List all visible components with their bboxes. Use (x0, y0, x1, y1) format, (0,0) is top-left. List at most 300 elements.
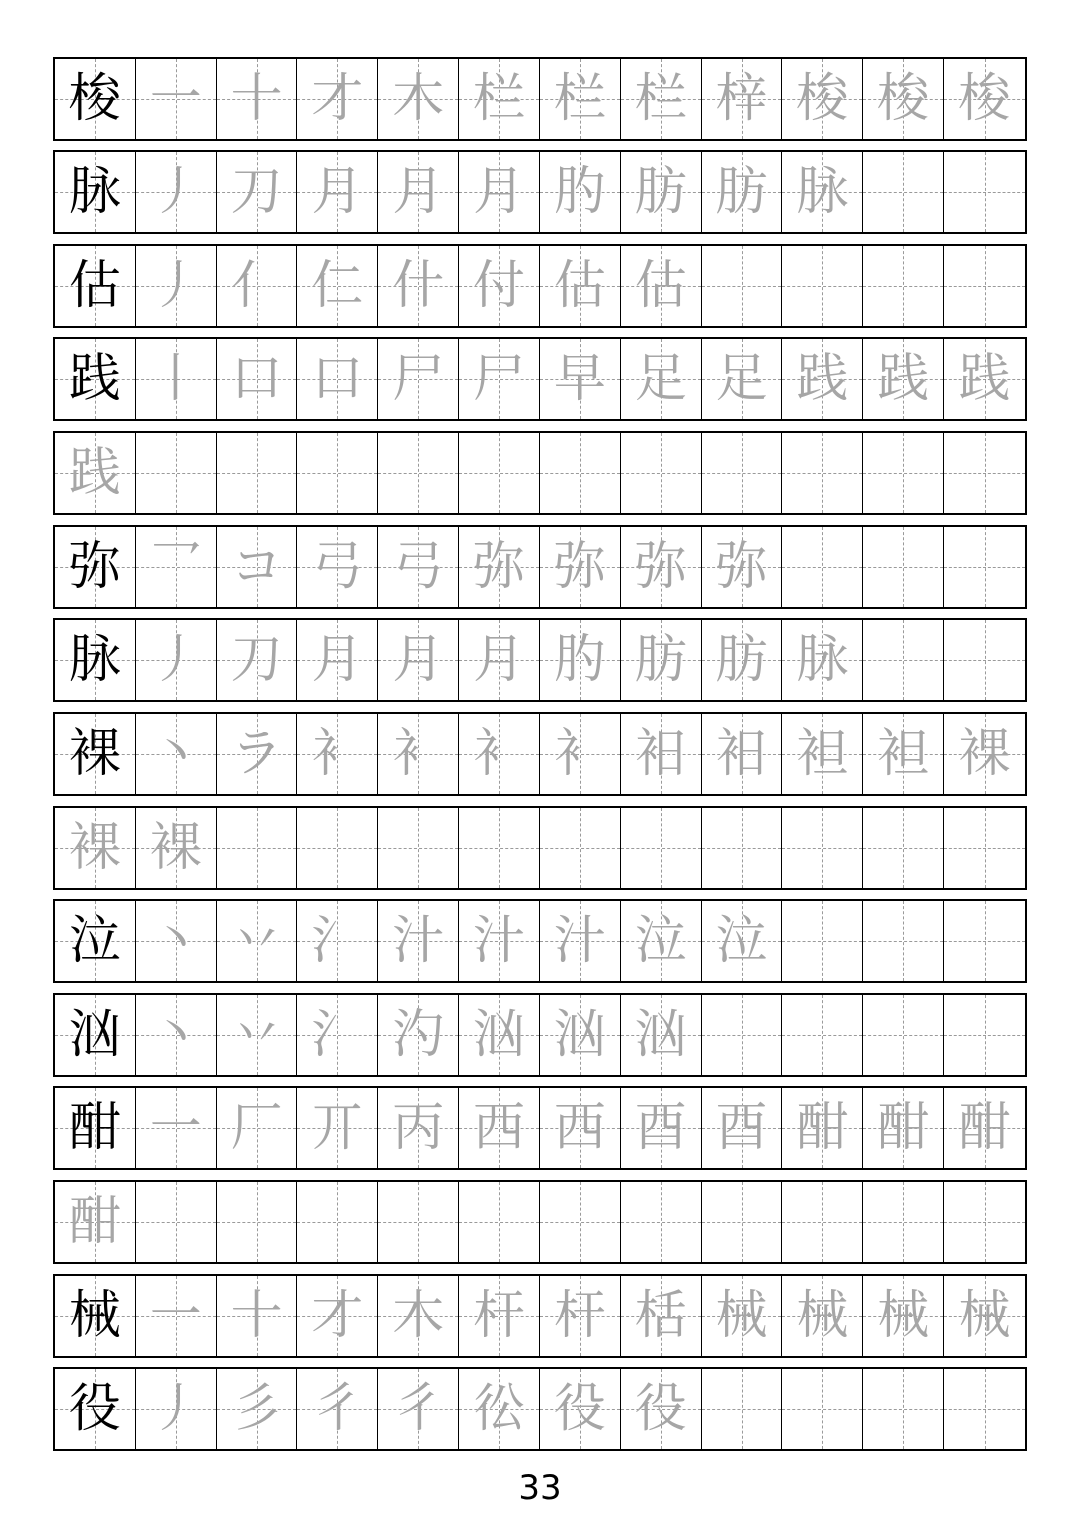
stroke-step-character: 践 (958, 349, 1011, 409)
stroke-step-character: 仁 (311, 256, 364, 316)
stroke-step-character (702, 808, 782, 888)
stroke-step-character (540, 808, 620, 888)
model-character: 汹 (68, 1005, 121, 1065)
stroke-order-cell (782, 59, 863, 139)
stroke-step-character: 酣 (877, 1098, 930, 1158)
stroke-order-cell (702, 1276, 783, 1356)
stroke-order-cell (136, 620, 217, 700)
stroke-step-character (621, 808, 701, 888)
stroke-step-character (621, 433, 701, 513)
stroke-order-cell (297, 620, 378, 700)
stroke-step-character: 衤 (553, 724, 606, 784)
stroke-step-character (378, 1182, 458, 1262)
stroke-step-character: 彸 (473, 1379, 526, 1439)
stroke-order-cell (702, 620, 783, 700)
stroke-order-cell (863, 1276, 944, 1356)
stroke-order-cell (540, 527, 621, 607)
stroke-step-character: 什 (392, 256, 445, 316)
model-character-cell (55, 1369, 136, 1449)
stroke-order-cell (378, 1088, 459, 1168)
stroke-step-character: 肪 (634, 162, 687, 222)
model-character-cell (55, 1276, 136, 1356)
stroke-step-character: 肪 (634, 630, 687, 690)
stroke-order-cell (297, 808, 378, 888)
stroke-order-cell (297, 714, 378, 794)
stroke-order-cell (378, 620, 459, 700)
stroke-order-cell (217, 339, 298, 419)
stroke-order-cell (782, 1369, 863, 1449)
model-character-cell (55, 714, 136, 794)
stroke-step-character (217, 1182, 297, 1262)
model-character: 裸 (68, 818, 121, 878)
stroke-step-character: 汹 (634, 1005, 687, 1065)
stroke-step-character: 酣 (958, 1098, 1011, 1158)
stroke-step-character: 西 (553, 1098, 606, 1158)
stroke-order-cell (540, 620, 621, 700)
model-character-cell (55, 995, 136, 1075)
stroke-order-cell (459, 1182, 540, 1262)
stroke-order-cell (459, 527, 540, 607)
stroke-step-character (782, 246, 862, 326)
stroke-step-character (378, 808, 458, 888)
stroke-step-character: 梭 (877, 69, 930, 129)
stroke-step-character: 肪 (715, 630, 768, 690)
stroke-step-character: 刀 (230, 162, 283, 222)
stroke-step-character: 尸 (473, 349, 526, 409)
stroke-step-character (540, 1182, 620, 1262)
stroke-step-character: 乛 (149, 537, 202, 597)
stroke-step-character (944, 246, 1025, 326)
stroke-step-character (297, 808, 377, 888)
practice-row (53, 806, 1027, 890)
stroke-order-cell (702, 59, 783, 139)
stroke-step-character: 氵 (311, 911, 364, 971)
stroke-order-cell (621, 433, 702, 513)
stroke-order-cell (459, 620, 540, 700)
stroke-step-character: 丷 (230, 1005, 283, 1065)
stroke-step-character (621, 1182, 701, 1262)
stroke-step-character: 酣 (796, 1098, 849, 1158)
stroke-step-character (702, 995, 782, 1075)
stroke-order-cell (540, 808, 621, 888)
stroke-order-cell (782, 246, 863, 326)
stroke-step-character: 汹 (553, 1005, 606, 1065)
model-character-cell (55, 1182, 136, 1262)
stroke-step-character: 一 (149, 1098, 202, 1158)
model-character-cell (55, 59, 136, 139)
stroke-order-cell (378, 901, 459, 981)
stroke-order-cell (621, 808, 702, 888)
stroke-order-cell (459, 339, 540, 419)
stroke-step-character (702, 1182, 782, 1262)
stroke-step-character: 丶 (149, 1005, 202, 1065)
stroke-step-character: 役 (634, 1379, 687, 1439)
stroke-order-cell (297, 1369, 378, 1449)
stroke-order-cell (459, 246, 540, 326)
stroke-step-character: 一 (149, 1286, 202, 1346)
stroke-order-cell (136, 433, 217, 513)
stroke-step-character (944, 995, 1025, 1075)
stroke-order-cell (217, 1276, 298, 1356)
stroke-step-character: 肑 (553, 630, 606, 690)
stroke-step-character: 酉 (634, 1098, 687, 1158)
stroke-order-cell (621, 527, 702, 607)
stroke-step-character (782, 1369, 862, 1449)
stroke-order-cell (782, 1088, 863, 1168)
practice-row (53, 337, 1027, 421)
stroke-order-cell (217, 995, 298, 1075)
model-character: 梭 (68, 69, 121, 129)
stroke-step-character (863, 246, 943, 326)
stroke-step-character (863, 1182, 943, 1262)
stroke-order-cell (217, 901, 298, 981)
stroke-step-character (136, 1182, 216, 1262)
stroke-step-character (297, 433, 377, 513)
stroke-order-cell (378, 1276, 459, 1356)
model-character-cell (55, 433, 136, 513)
stroke-order-cell (136, 995, 217, 1075)
stroke-order-cell (540, 152, 621, 232)
stroke-step-character: 一 (149, 69, 202, 129)
stroke-order-cell (702, 808, 783, 888)
model-character-cell (55, 901, 136, 981)
stroke-order-cell (136, 714, 217, 794)
stroke-step-character: 十 (230, 69, 283, 129)
stroke-step-character: 梓 (715, 69, 768, 129)
stroke-step-character: 衤 (311, 724, 364, 784)
stroke-order-cell (378, 1369, 459, 1449)
stroke-step-character: 十 (230, 1286, 283, 1346)
stroke-order-cell (782, 433, 863, 513)
stroke-step-character: ラ (230, 724, 283, 784)
stroke-order-cell (863, 59, 944, 139)
stroke-step-character (782, 1182, 862, 1262)
stroke-order-cell (540, 901, 621, 981)
stroke-step-character: 杆 (553, 1286, 606, 1346)
stroke-order-cell (540, 1369, 621, 1449)
stroke-step-character: 才 (311, 69, 364, 129)
stroke-step-character: 践 (877, 349, 930, 409)
stroke-order-cell (136, 901, 217, 981)
model-character: 脉 (68, 162, 121, 222)
stroke-order-cell (136, 246, 217, 326)
stroke-order-cell (540, 433, 621, 513)
stroke-order-cell (944, 1182, 1025, 1262)
practice-row (53, 57, 1027, 141)
stroke-step-character: 丌 (311, 1098, 364, 1158)
stroke-order-cell (297, 246, 378, 326)
stroke-step-character (944, 620, 1025, 700)
stroke-step-character (944, 1182, 1025, 1262)
stroke-step-character: 丙 (392, 1098, 445, 1158)
stroke-order-cell (621, 620, 702, 700)
stroke-order-cell (944, 59, 1025, 139)
model-character-cell (55, 152, 136, 232)
stroke-step-character: 梭 (958, 69, 1011, 129)
stroke-order-cell (782, 995, 863, 1075)
stroke-step-character: 足 (715, 349, 768, 409)
stroke-order-cell (459, 1276, 540, 1356)
practice-row (53, 1086, 1027, 1170)
stroke-order-cell (217, 620, 298, 700)
stroke-order-cell (136, 1182, 217, 1262)
stroke-order-cell (944, 433, 1025, 513)
stroke-order-cell (621, 339, 702, 419)
stroke-step-character (944, 808, 1025, 888)
stroke-step-character: 栏 (634, 69, 687, 129)
practice-row (53, 618, 1027, 702)
stroke-order-cell (944, 1088, 1025, 1168)
practice-row (53, 712, 1027, 796)
model-character: 弥 (68, 537, 121, 597)
stroke-order-cell (217, 246, 298, 326)
stroke-order-cell (621, 246, 702, 326)
model-character-cell (55, 339, 136, 419)
stroke-order-cell (459, 901, 540, 981)
stroke-step-character: 泣 (715, 911, 768, 971)
stroke-order-cell (621, 1088, 702, 1168)
stroke-order-cell (136, 1369, 217, 1449)
practice-row (53, 993, 1027, 1077)
stroke-order-cell (702, 433, 783, 513)
stroke-step-character: 口 (311, 349, 364, 409)
stroke-order-cell (702, 1088, 783, 1168)
stroke-step-character: 亻 (230, 256, 283, 316)
stroke-step-character: 弥 (634, 537, 687, 597)
practice-row (53, 150, 1027, 234)
stroke-order-cell (621, 1369, 702, 1449)
stroke-step-character: 月 (392, 162, 445, 222)
stroke-step-character: 械 (796, 1286, 849, 1346)
stroke-step-character: 裸 (149, 818, 202, 878)
stroke-order-cell (378, 527, 459, 607)
stroke-step-character (863, 1369, 943, 1449)
stroke-order-cell (782, 1276, 863, 1356)
stroke-step-character: 月 (473, 162, 526, 222)
stroke-step-character: 口 (230, 349, 283, 409)
stroke-step-character (540, 433, 620, 513)
stroke-order-cell (782, 527, 863, 607)
stroke-order-cell (863, 808, 944, 888)
stroke-order-cell (378, 995, 459, 1075)
stroke-order-cell (540, 714, 621, 794)
stroke-step-character (702, 1369, 782, 1449)
stroke-step-character: 才 (311, 1286, 364, 1346)
model-character: 脉 (68, 630, 121, 690)
stroke-order-cell (136, 808, 217, 888)
practice-row (53, 899, 1027, 983)
stroke-step-character: 丿 (149, 630, 202, 690)
stroke-order-cell (297, 152, 378, 232)
stroke-step-character: 汁 (553, 911, 606, 971)
stroke-order-cell (217, 808, 298, 888)
stroke-step-character (944, 433, 1025, 513)
stroke-step-character: 彳 (392, 1379, 445, 1439)
stroke-step-character (782, 901, 862, 981)
stroke-step-character (782, 808, 862, 888)
stroke-step-character: 彡 (230, 1379, 283, 1439)
stroke-order-cell (702, 995, 783, 1075)
stroke-step-character: 械 (715, 1286, 768, 1346)
stroke-order-cell (297, 59, 378, 139)
model-character: 估 (68, 256, 121, 316)
stroke-order-cell (217, 152, 298, 232)
stroke-order-cell (863, 246, 944, 326)
stroke-order-cell (944, 527, 1025, 607)
stroke-step-character (863, 152, 943, 232)
stroke-step-character: 弥 (553, 537, 606, 597)
practice-row (53, 431, 1027, 515)
stroke-order-cell (136, 339, 217, 419)
stroke-step-character: 丿 (149, 1379, 202, 1439)
stroke-step-character: 械 (877, 1286, 930, 1346)
stroke-order-cell (702, 1369, 783, 1449)
stroke-step-character (459, 1182, 539, 1262)
stroke-step-character: 彳 (311, 1379, 364, 1439)
practice-row (53, 1180, 1027, 1264)
stroke-step-character (702, 433, 782, 513)
stroke-step-character: 木 (392, 69, 445, 129)
stroke-step-character: 杆 (473, 1286, 526, 1346)
stroke-order-cell (863, 152, 944, 232)
model-character: 践 (68, 443, 121, 503)
stroke-order-cell (540, 246, 621, 326)
model-character: 酣 (68, 1098, 121, 1158)
stroke-step-character: 汹 (473, 1005, 526, 1065)
stroke-step-character: 肪 (715, 162, 768, 222)
stroke-order-cell (944, 995, 1025, 1075)
stroke-order-cell (782, 808, 863, 888)
stroke-order-cell (136, 59, 217, 139)
stroke-step-character: 月 (311, 162, 364, 222)
stroke-order-cell (782, 901, 863, 981)
stroke-order-cell (378, 714, 459, 794)
stroke-order-cell (621, 714, 702, 794)
practice-row (53, 1367, 1027, 1451)
stroke-step-character (217, 433, 297, 513)
stroke-order-cell (540, 339, 621, 419)
stroke-step-character (944, 901, 1025, 981)
stroke-step-character: 估 (634, 256, 687, 316)
stroke-step-character (944, 527, 1025, 607)
stroke-order-cell (863, 714, 944, 794)
stroke-step-character: 足 (634, 349, 687, 409)
model-character-cell (55, 527, 136, 607)
model-character-cell (55, 1088, 136, 1168)
stroke-order-cell (297, 1182, 378, 1262)
stroke-order-cell (136, 527, 217, 607)
stroke-step-character: 栏 (473, 69, 526, 129)
stroke-step-character (782, 995, 862, 1075)
stroke-step-character: 脉 (796, 630, 849, 690)
stroke-step-character: 月 (392, 630, 445, 690)
stroke-order-cell (217, 1182, 298, 1262)
stroke-order-cell (136, 152, 217, 232)
practice-row (53, 244, 1027, 328)
stroke-order-cell (217, 1088, 298, 1168)
model-character: 役 (68, 1379, 121, 1439)
stroke-order-cell (459, 995, 540, 1075)
stroke-order-cell (702, 901, 783, 981)
stroke-order-cell (459, 714, 540, 794)
stroke-order-cell (863, 339, 944, 419)
practice-row (53, 525, 1027, 609)
stroke-step-character: 泣 (634, 911, 687, 971)
stroke-order-cell (540, 995, 621, 1075)
model-character-cell (55, 808, 136, 888)
stroke-step-character: 弓 (311, 537, 364, 597)
stroke-order-cell (378, 339, 459, 419)
model-character: 酣 (68, 1192, 121, 1252)
stroke-step-character: 刀 (230, 630, 283, 690)
stroke-order-cell (136, 1088, 217, 1168)
stroke-step-character: 丶 (149, 724, 202, 784)
stroke-step-character (782, 527, 862, 607)
stroke-step-character: 弥 (473, 537, 526, 597)
stroke-step-character: 肑 (553, 162, 606, 222)
stroke-order-cell (136, 1276, 217, 1356)
stroke-order-cell (297, 901, 378, 981)
stroke-order-cell (540, 59, 621, 139)
stroke-order-cell (782, 152, 863, 232)
stroke-order-cell (782, 620, 863, 700)
stroke-step-character: 付 (473, 256, 526, 316)
stroke-order-cell (944, 901, 1025, 981)
stroke-order-cell (863, 1182, 944, 1262)
stroke-step-character: 栝 (634, 1286, 687, 1346)
stroke-order-cell (297, 995, 378, 1075)
model-character-cell (55, 620, 136, 700)
stroke-order-cell (297, 339, 378, 419)
stroke-order-cell (944, 714, 1025, 794)
stroke-order-cell (621, 152, 702, 232)
stroke-order-cell (217, 59, 298, 139)
stroke-step-character: 尸 (392, 349, 445, 409)
stroke-order-cell (297, 433, 378, 513)
stroke-order-cell (621, 59, 702, 139)
stroke-step-character: 氵 (311, 1005, 364, 1065)
stroke-step-character (136, 433, 216, 513)
stroke-order-cell (944, 339, 1025, 419)
stroke-order-cell (378, 152, 459, 232)
stroke-step-character (378, 433, 458, 513)
stroke-step-character: 酉 (715, 1098, 768, 1158)
stroke-step-character (782, 433, 862, 513)
page-number: 33 (518, 1468, 562, 1508)
stroke-step-character: 梭 (796, 69, 849, 129)
stroke-order-cell (621, 1182, 702, 1262)
stroke-order-cell (702, 339, 783, 419)
stroke-step-character (702, 246, 782, 326)
stroke-step-character: 丿 (149, 256, 202, 316)
stroke-order-cell (621, 995, 702, 1075)
stroke-step-character (863, 901, 943, 981)
stroke-step-character (863, 620, 943, 700)
model-character: 泣 (68, 911, 121, 971)
stroke-step-character (944, 152, 1025, 232)
stroke-step-character (863, 995, 943, 1075)
stroke-order-cell (782, 714, 863, 794)
stroke-step-character (217, 808, 297, 888)
stroke-step-character: 袒 (877, 724, 930, 784)
stroke-step-character: 丷 (230, 911, 283, 971)
stroke-step-character: 裸 (958, 724, 1011, 784)
stroke-step-character: 衵 (634, 724, 687, 784)
stroke-step-character (863, 433, 943, 513)
stroke-step-character: コ (230, 537, 283, 597)
stroke-order-cell (540, 1088, 621, 1168)
stroke-step-character (863, 527, 943, 607)
